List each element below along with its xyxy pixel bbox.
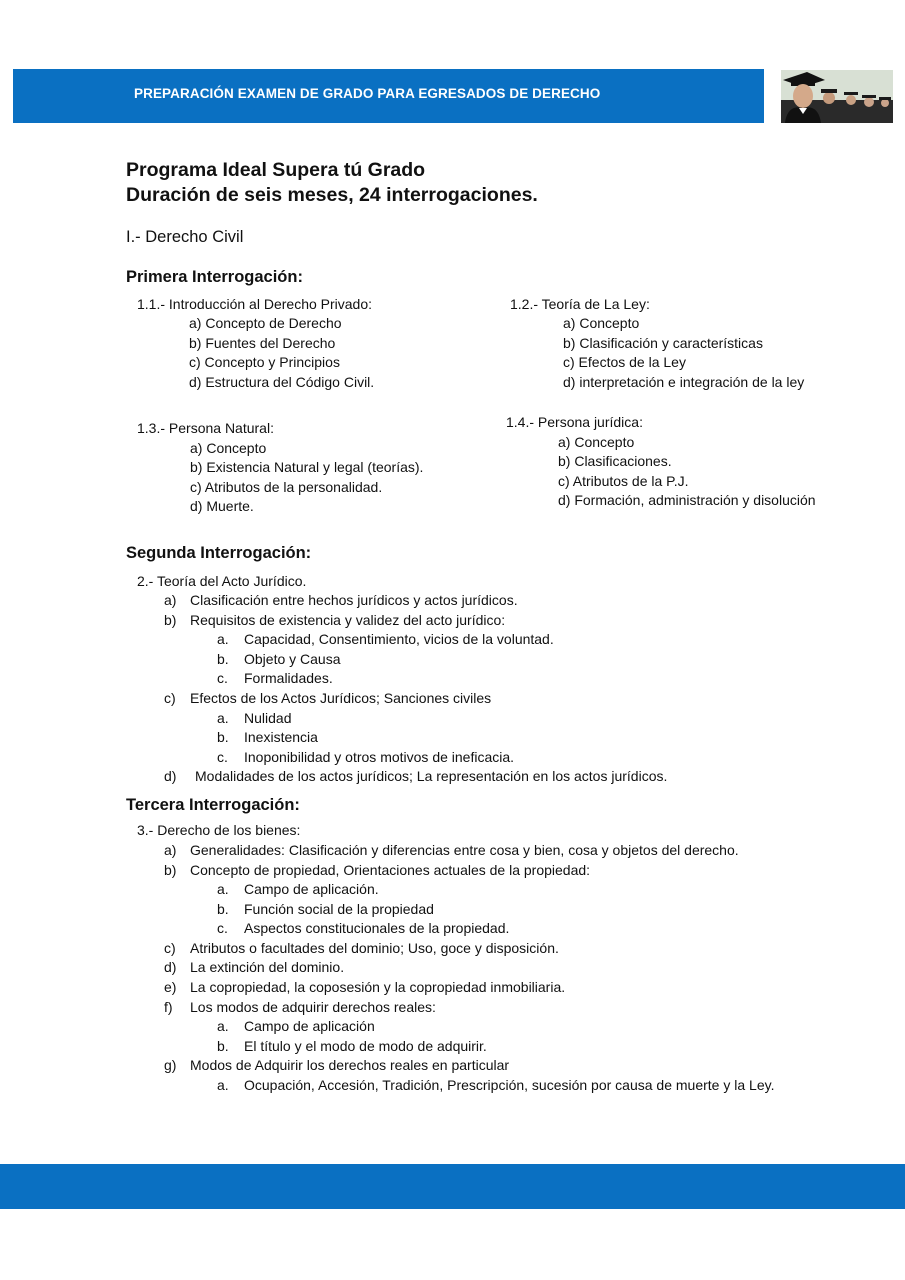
segunda-title: 2.- Teoría del Acto Jurídico.: [137, 573, 307, 589]
list-item: b) Clasificación y características: [563, 335, 763, 351]
list-item: a) Concepto: [563, 315, 640, 331]
list-item: d) interpretación e integración de la ley: [563, 374, 805, 390]
list-item: Modalidades de los actos jurídicos; La representación en los actos jurídicos.: [195, 768, 668, 784]
list-item: Clasificación entre hechos jurídicos y actos jurídicos.: [190, 592, 518, 608]
list-item: Campo de aplicación.: [244, 881, 379, 897]
list-label: a.: [217, 1077, 229, 1093]
segunda-heading: Segunda Interrogación:: [126, 544, 312, 562]
list-item: Atributos o facultades del dominio; Uso, goce y disposición.: [190, 940, 559, 956]
list-label: e): [164, 979, 177, 995]
list-label: a.: [217, 1018, 229, 1034]
graduates-photo-icon: [781, 70, 893, 123]
list-item: Ocupación, Accesión, Tradición, Prescripción, sucesión por causa de muerte y la Ley.: [244, 1077, 775, 1093]
list-item: Inoponibilidad y otros motivos de ineficacia.: [244, 749, 515, 765]
list-item: Objeto y Causa: [244, 651, 341, 667]
block-1-3-title: 1.3.- Persona Natural:: [137, 420, 274, 436]
header-title: PREPARACIÓN EXAMEN DE GRADO PARA EGRESADOS DE DERECHO: [134, 86, 601, 101]
list-label: d): [164, 768, 177, 784]
list-label: a.: [217, 710, 229, 726]
list-label: d): [164, 959, 177, 975]
list-item: b) Fuentes del Derecho: [189, 335, 336, 351]
list-item: a) Concepto de Derecho: [189, 315, 342, 331]
block-1-2-title: 1.2.- Teoría de La Ley:: [510, 296, 650, 312]
list-label: b.: [217, 901, 229, 917]
list-label: b.: [217, 1038, 229, 1054]
list-label: c): [164, 690, 176, 706]
list-label: f): [164, 999, 173, 1015]
header-bar: [13, 69, 764, 123]
list-item: Nulidad: [244, 710, 292, 726]
list-label: c.: [217, 749, 228, 765]
tercera-title: 3.- Derecho de los bienes:: [137, 822, 301, 838]
list-item: a) Concepto: [190, 440, 267, 456]
list-item: c) Atributos de la P.J.: [558, 473, 689, 489]
list-item: c) Concepto y Principios: [189, 354, 340, 370]
list-item: El título y el modo de modo de adquirir.: [244, 1038, 487, 1054]
list-item: Función social de la propiedad: [244, 901, 434, 917]
list-label: c.: [217, 670, 228, 686]
program-duration: Duración de seis meses, 24 interrogaciones.: [126, 184, 538, 206]
tercera-heading: Tercera Interrogación:: [126, 796, 300, 814]
list-label: c.: [217, 920, 228, 936]
list-label: a.: [217, 881, 229, 897]
list-label: b): [164, 612, 177, 628]
section-derecho-civil: I.- Derecho Civil: [126, 228, 244, 246]
list-item: d) Formación, administración y disolución: [558, 492, 816, 508]
graduates-photo: [781, 70, 893, 123]
list-item: Modos de Adquirir los derechos reales en particular: [190, 1057, 510, 1073]
list-item: La extinción del dominio.: [190, 959, 345, 975]
list-item: b) Clasificaciones.: [558, 453, 672, 469]
block-1-1-title: 1.1.- Introducción al Derecho Privado:: [137, 296, 373, 312]
list-item: Campo de aplicación: [244, 1018, 375, 1034]
list-item: d) Estructura del Código Civil.: [189, 374, 375, 390]
footer-bar: [0, 1164, 905, 1209]
list-item: Efectos de los Actos Jurídicos; Sanciones civiles: [190, 690, 492, 706]
program-title: Programa Ideal Supera tú Grado: [126, 159, 426, 181]
list-label: a.: [217, 631, 229, 647]
list-item: Los modos de adquirir derechos reales:: [190, 999, 436, 1015]
block-1-4-title: 1.4.- Persona jurídica:: [506, 414, 643, 430]
list-label: a): [164, 592, 177, 608]
list-item: a) Concepto: [558, 434, 635, 450]
list-label: c): [164, 940, 176, 956]
list-item: La copropiedad, la coposesión y la copropiedad inmobiliaria.: [190, 979, 566, 995]
list-item: Requisitos de existencia y validez del acto jurídico:: [190, 612, 506, 628]
list-label: g): [164, 1057, 177, 1073]
list-label: b): [164, 862, 177, 878]
list-label: b.: [217, 729, 229, 745]
list-item: Aspectos constitucionales de la propiedad.: [244, 920, 510, 936]
list-item: c) Atributos de la personalidad.: [190, 479, 383, 495]
list-item: b) Existencia Natural y legal (teorías).: [190, 459, 424, 475]
list-item: c) Efectos de la Ley: [563, 354, 686, 370]
list-item: Concepto de propiedad, Orientaciones actuales de la propiedad:: [190, 862, 591, 878]
list-item: Inexistencia: [244, 729, 318, 745]
list-label: b.: [217, 651, 229, 667]
list-item: Generalidades: Clasificación y diferencias entre cosa y bien, cosa y objetos del derecho.: [190, 842, 739, 858]
primera-heading: Primera Interrogación:: [126, 268, 303, 286]
list-item: Formalidades.: [244, 670, 333, 686]
list-item: d) Muerte.: [190, 498, 254, 514]
list-item: Capacidad, Consentimiento, vicios de la voluntad.: [244, 631, 554, 647]
list-label: a): [164, 842, 177, 858]
